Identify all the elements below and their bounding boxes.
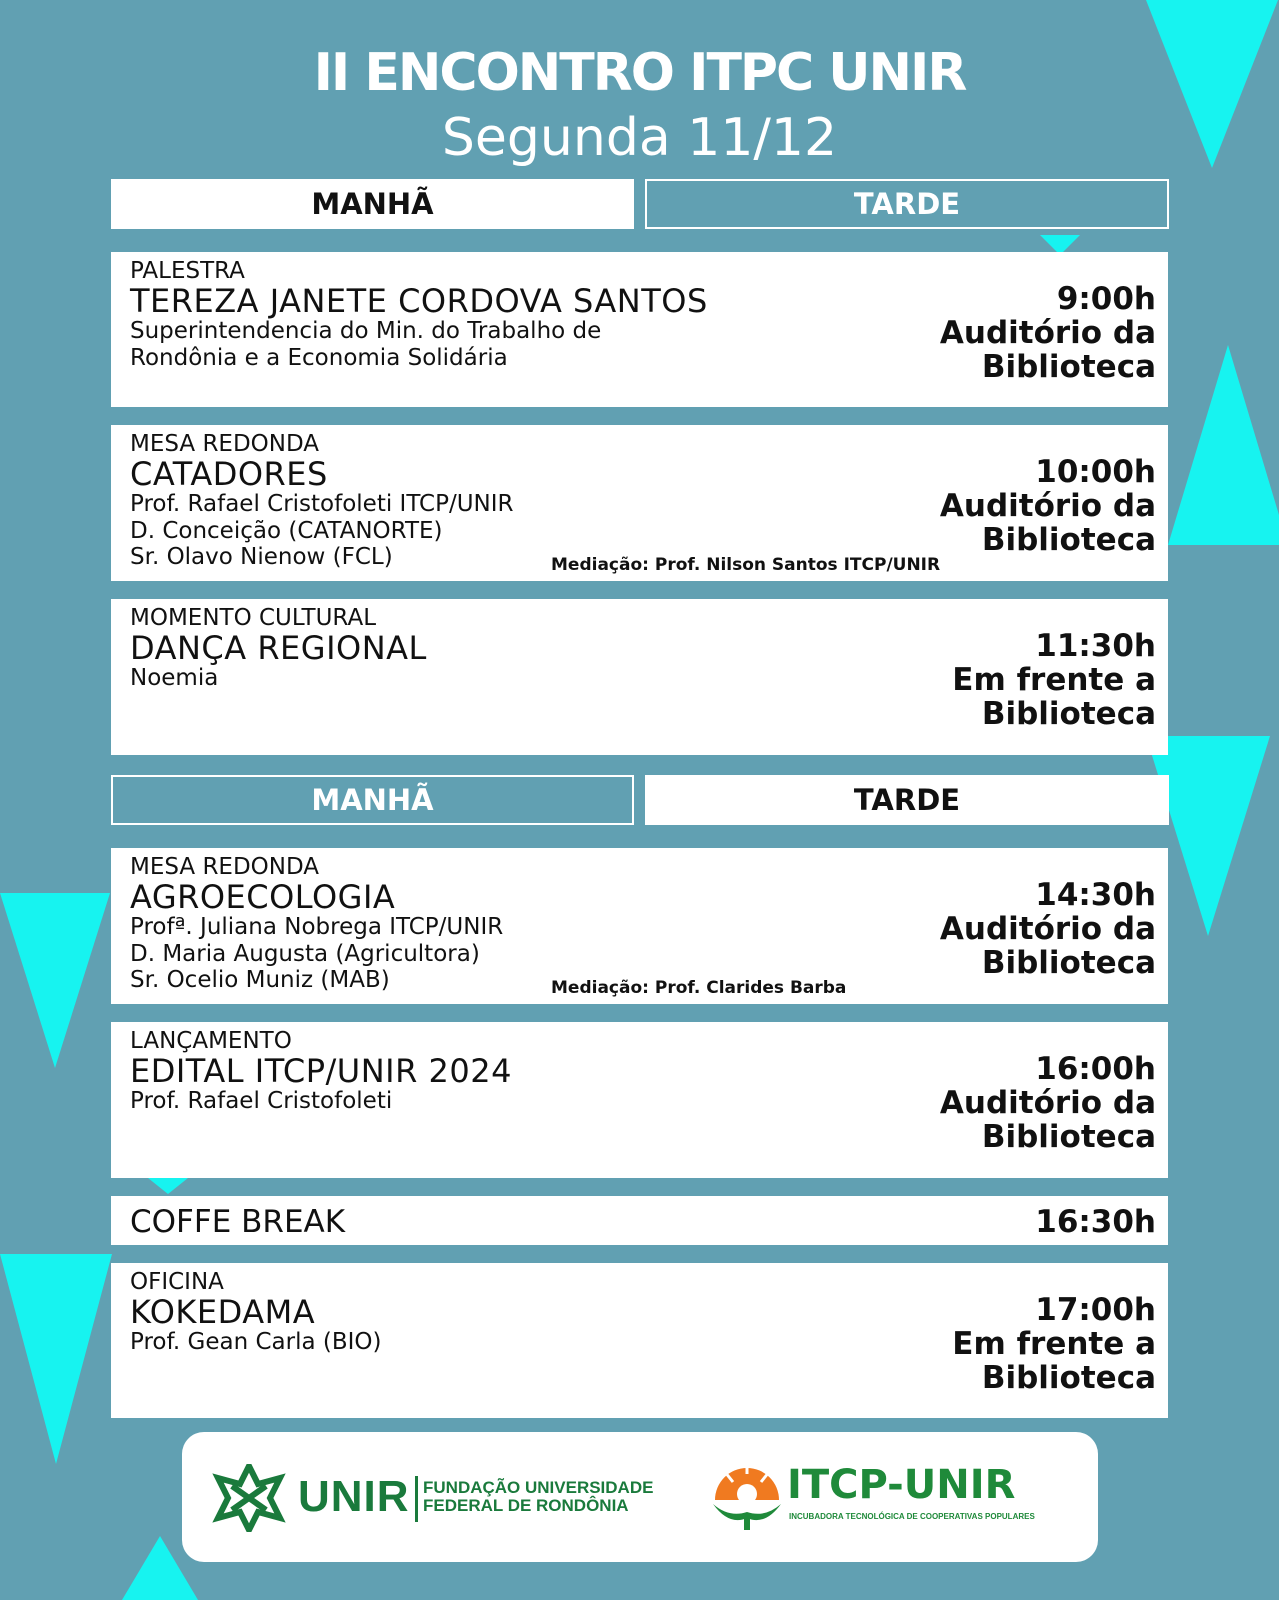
event-details: [130, 318, 601, 371]
event-category: PALESTRA: [130, 258, 245, 284]
unir-subtitle-line: FEDERAL DE RONDÔNIA: [423, 1496, 629, 1515]
decor-triangle: [0, 893, 110, 1068]
event-time-location: [940, 1052, 1156, 1154]
event-time-location: [940, 878, 1156, 980]
event-category: MOMENTO CULTURAL: [130, 605, 377, 631]
decor-triangle: [148, 1178, 188, 1194]
event-detail-line: Rondônia e a Economia Solidária: [130, 344, 508, 371]
decor-triangle: [0, 1254, 112, 1464]
event-time-location: [940, 455, 1156, 557]
event-card: [111, 252, 1168, 407]
tab-tarde[interactable]: TARDE: [645, 179, 1169, 229]
page-title: II ENCONTRO ITPC UNIR: [313, 43, 966, 103]
event-location: Biblioteca: [981, 696, 1156, 732]
event-mediation: Mediação: Prof. Nilson Santos ITCP/UNIR: [551, 555, 941, 575]
event-detail-line: D. Conceição (CATANORTE): [130, 517, 443, 544]
unir-logo-subtitle: [423, 1479, 653, 1515]
logo-divider: [415, 1476, 418, 1522]
event-location: Biblioteca: [981, 349, 1156, 385]
event-time-location: [952, 1293, 1156, 1395]
event-title: DANÇA REGIONAL: [130, 629, 427, 667]
event-details: [130, 914, 503, 994]
coffee-break-label: COFFE BREAK: [130, 1204, 346, 1240]
unir-logo-text: UNIR: [298, 1472, 410, 1521]
event-location: Biblioteca: [981, 1119, 1156, 1155]
event-time: 17:00h: [1035, 1292, 1156, 1328]
event-location: Biblioteca: [981, 1360, 1156, 1396]
event-time: 16:00h: [1035, 1051, 1156, 1087]
event-category: MESA REDONDA: [130, 431, 320, 457]
event-detail-line: Sr. Ocelio Muniz (MAB): [130, 967, 390, 993]
event-card: [111, 599, 1168, 755]
event-title: CATADORES: [130, 455, 328, 493]
itcp-logo-tagline: INCUBADORA TECNOLÓGICA DE COOPERATIVAS POPULARES: [789, 1512, 1035, 1521]
page-header: [0, 38, 1279, 168]
event-detail-line: Profª. Juliana Nobrega ITCP/UNIR: [130, 914, 504, 940]
event-location: Auditório da: [939, 911, 1156, 947]
event-details: [130, 1329, 382, 1356]
event-title: AGROECOLOGIA: [130, 878, 396, 916]
event-location: Auditório da: [939, 488, 1156, 524]
event-detail-line: Noemia: [130, 665, 219, 691]
event-detail-line: Prof. Gean Carla (BIO): [130, 1329, 382, 1355]
event-detail-line: Prof. Rafael Cristofoleti ITCP/UNIR: [130, 491, 514, 517]
event-card: [111, 1263, 1168, 1418]
event-time: 11:30h: [1035, 628, 1156, 664]
event-detail-line: Sr. Olavo Nienow (FCL): [130, 544, 393, 570]
tab-tarde[interactable]: TARDE: [645, 775, 1169, 825]
event-category: OFICINA: [130, 1269, 224, 1295]
event-detail-line: Superintendencia do Min. do Trabalho de: [130, 318, 602, 344]
tab-manha[interactable]: MANHÃ: [111, 179, 634, 229]
event-mediation: Mediação: Prof. Clarides Barba: [551, 978, 847, 998]
event-category: MESA REDONDA: [130, 854, 320, 880]
event-time: 9:00h: [1056, 281, 1156, 317]
coffee-break-card: [111, 1196, 1168, 1245]
event-card: [111, 425, 1168, 581]
unir-subtitle-line: FUNDAÇÃO UNIVERSIDADE: [423, 1478, 654, 1497]
tab-manha[interactable]: MANHÃ: [111, 775, 634, 825]
event-details: [130, 1088, 392, 1115]
coffee-break-time: 16:30h: [1035, 1204, 1156, 1240]
event-category: LANÇAMENTO: [130, 1028, 292, 1054]
event-time-location: [952, 629, 1156, 731]
event-time: 10:00h: [1035, 454, 1156, 490]
page-subtitle: Segunda 11/12: [441, 108, 838, 168]
event-time: 14:30h: [1035, 877, 1156, 913]
itcp-sun-plant-icon: [709, 1460, 785, 1532]
event-title: KOKEDAMA: [130, 1293, 316, 1331]
event-detail-line: Prof. Rafael Cristofoleti: [130, 1088, 393, 1114]
unir-star-icon: [204, 1464, 294, 1532]
event-location: Em frente a: [952, 662, 1156, 698]
event-details: [130, 491, 514, 571]
event-location: Biblioteca: [981, 522, 1156, 558]
event-card: [111, 848, 1168, 1004]
event-location: Em frente a: [952, 1326, 1156, 1362]
itcp-logo-text: ITCP-UNIR: [787, 1462, 1016, 1508]
event-details: [130, 665, 218, 692]
event-location: Auditório da: [939, 315, 1156, 351]
event-detail-line: D. Maria Augusta (Agricultora): [130, 940, 480, 967]
event-card: [111, 1022, 1168, 1178]
event-title: EDITAL ITCP/UNIR 2024: [130, 1052, 512, 1090]
event-location: Auditório da: [939, 1085, 1156, 1121]
event-location: Biblioteca: [981, 945, 1156, 981]
event-time-location: [940, 282, 1156, 384]
event-title: TEREZA JANETE CORDOVA SANTOS: [130, 282, 708, 320]
decor-triangle: [1168, 345, 1279, 545]
footer-logos: [182, 1432, 1098, 1562]
